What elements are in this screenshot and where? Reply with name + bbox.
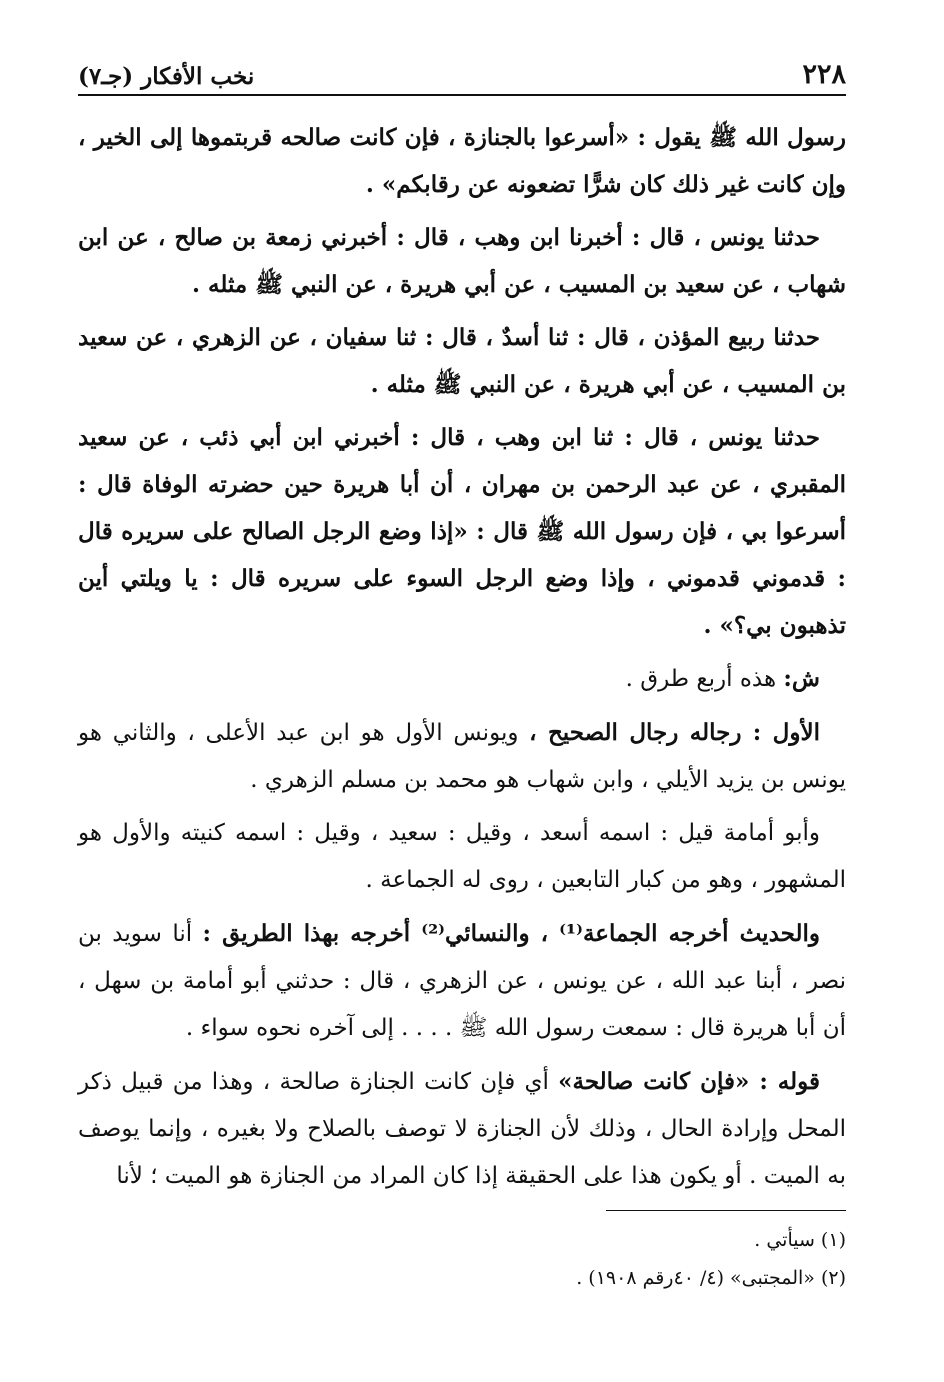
paragraph-lead: والحديث أخرجه الجماعة⁽¹⁾ ، والنسائي⁽²⁾ أخرجه بهذا الطريق : <box>202 920 821 947</box>
paragraph-5 <box>78 655 846 703</box>
paragraph-6 <box>78 709 846 804</box>
running-title: نخب الأفكار (جـ٧) <box>78 63 255 90</box>
paragraph-lead: ش: <box>783 665 820 692</box>
book-page <box>78 40 846 1360</box>
page-number: ٢٢٨ <box>802 59 846 90</box>
footnotes <box>78 1221 846 1297</box>
footnote-2: (٢) «المجتبى» (٤/ ٤٠رقم ١٩٠٨) . <box>576 1267 846 1289</box>
paragraph-1 <box>78 114 846 208</box>
page-header <box>78 40 846 96</box>
paragraph-7 <box>78 810 846 904</box>
paragraph-3 <box>78 314 846 408</box>
footnote-1: (١) سيأتي . <box>754 1229 846 1251</box>
paragraph-4 <box>78 414 846 649</box>
paragraph-2 <box>78 214 846 308</box>
paragraph-text: حدثنا يونس ، قال : أخبرنا ابن وهب ، قال : أخبرني زمعة بن صالح ، عن ابن شهاب ، عن سعيد بن المسيب ، عن أبي هريرة ، عن النبي ﷺ مثله . <box>78 224 846 298</box>
paragraph-lead: الأول : رجاله رجال الصحيح ، <box>529 719 821 746</box>
body-text <box>78 114 846 1200</box>
paragraph-text: هذه أربع طرق . <box>625 666 784 692</box>
footnote-divider <box>606 1210 846 1211</box>
paragraph-text: أنا سويد بن نصر ، أبنا عبد الله ، عن يونس ، عن الزهري ، قال : حدثني أبو أمامة بن سهل ، أن أبا هريرة قال : سمعت رسول الله ﷺ . . . . إلى آخره نحوه سواء . <box>78 921 846 1041</box>
paragraph-9 <box>78 1058 846 1200</box>
paragraph-text: رسول الله ﷺ يقول : «أسرعوا بالجنازة ، فإن كانت صالحه قربتموها إلى الخير ، وإن كانت غير ذلك كان شرًّا تضعونه عن رقابكم» . <box>78 124 846 198</box>
paragraph-text: حدثنا يونس ، قال : ثنا ابن وهب ، قال : أخبرني ابن أبي ذئب ، عن سعيد المقبري ، عن عبد الرحمن بن مهران ، أن أبا هريرة حين حضرته الوفاة قال : أسرعوا بي ، فإن رسول الله ﷺ قال : «إذا وضع الرجل الصالح على سريره قال : قدموني قدموني ، وإذا وضع الرجل السوء على سريره قال : يا ويلتي أين تذهبون بي؟» . <box>78 424 846 639</box>
paragraph-text: ويونس الأول هو ابن عبد الأعلى ، والثاني هو يونس بن يزيد الأيلي ، وابن شهاب هو محمد بن مسلم الزهري . <box>78 720 846 793</box>
paragraph-text: أي فإن كانت الجنازة صالحة ، وهذا من قبيل ذكر المحل وإرادة الحال ، وذلك لأن الجنازة لا توصف بالصلاح ولا بغيره ، وإنما يوصف به الميت . أو يكون هذا على الحقيقة إذا كان المراد من الجنازة هو الميت ؛ لأنا <box>78 1069 846 1189</box>
paragraph-lead: قوله : «فإن كانت صالحة» <box>558 1068 820 1095</box>
paragraph-text: وأبو أمامة قيل : اسمه أسعد ، وقيل : سعيد ، وقيل : اسمه كنيته والأول هو المشهور ، وهو من كبار التابعين ، روى له الجماعة . <box>78 820 846 893</box>
paragraph-text: حدثنا ربيع المؤذن ، قال : ثنا أسدٌ ، قال : ثنا سفيان ، عن الزهري ، عن سعيد بن المسيب ، عن أبي هريرة ، عن النبي ﷺ مثله . <box>78 324 846 398</box>
paragraph-8 <box>78 910 846 1052</box>
